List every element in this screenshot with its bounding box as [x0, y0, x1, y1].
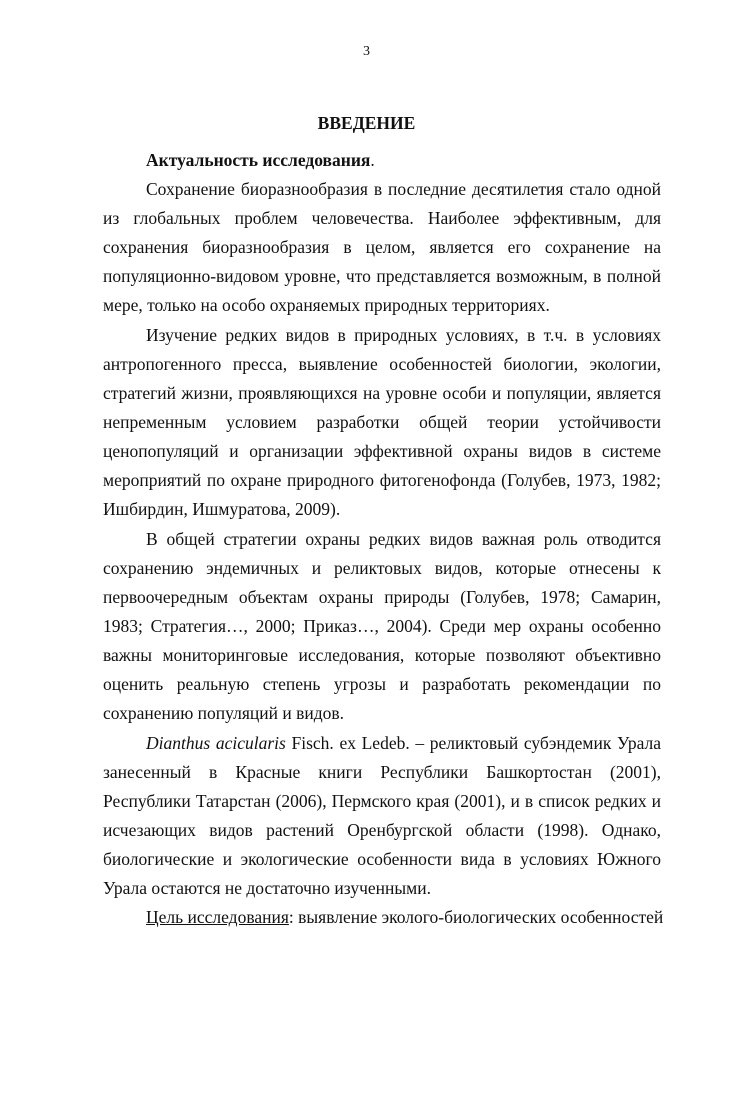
paragraph-line: занесенный в Красные книги Республики Башкортостан (2001),	[103, 762, 661, 782]
paragraph-line: сохранения биоразнообразия в целом, является его сохранение на	[103, 237, 661, 257]
paragraph-line: биологические и экологические особенности вида в условиях Южного	[103, 849, 661, 869]
goal-line	[146, 907, 664, 927]
paragraph-line: непременным условием разработки общей теории устойчивости	[103, 412, 661, 432]
paragraph-line	[146, 733, 661, 753]
goal-text: : выявление эколого-биологических особенностей	[288, 907, 664, 927]
paragraph-line: популяционно-видовом уровне, что представляется возможным, в полной	[103, 266, 661, 286]
paragraph-line: оценить реальную степень угрозы и разработать рекомендации по	[103, 674, 661, 694]
paragraph-line: Изучение редких видов в природных условиях, в т.ч. в условиях	[146, 325, 661, 345]
paragraph-line: В общей стратегии охраны редких видов важная роль отводится	[146, 529, 661, 549]
paragraph-line: мере, только на особо охраняемых природных территориях.	[103, 295, 550, 315]
paragraph-line: сохранению эндемичных и реликтовых видов, которые отнесены к	[103, 558, 661, 578]
paragraph-line: Урала остаются не достаточно изученными.	[103, 878, 431, 898]
paragraph-line: из глобальных проблем человечества. Наиболее эффективным, для	[103, 208, 661, 228]
goal-label: Цель исследования	[146, 907, 289, 927]
paragraph-line: Сохранение биоразнообразия в последние десятилетия стало одной	[146, 179, 661, 199]
page-number: 3	[363, 44, 370, 59]
chapter-title: ВВЕДЕНИЕ	[317, 113, 416, 133]
section-heading-text: Актуальность исследования	[146, 150, 371, 170]
paragraph-line: ценопопуляций и организации эффективной охраны видов в системе	[103, 441, 661, 461]
paragraph-line: стратегий жизни, проявляющихся на уровне особи и популяции, является	[103, 383, 661, 403]
paragraph-line: 1983; Стратегия…, 2000; Приказ…, 2004). Среди мер охраны особенно	[103, 616, 661, 636]
section-heading	[146, 150, 661, 170]
paragraph-line: антропогенного пресса, выявление особенностей биологии, экологии,	[103, 354, 661, 374]
paragraph-line: Ишбирдин, Ишмуратова, 2009).	[103, 499, 341, 519]
paragraph-line: важны мониторинговые исследования, которые позволяют объективно	[103, 645, 661, 665]
species-name: Dianthus acicularis	[146, 733, 286, 753]
paragraph-line-rest: Fisch. ex Ledeb. – реликтовый субэндемик Урала	[285, 733, 661, 753]
paragraph-line: исчезающих видов растений Оренбургской области (1998). Однако,	[103, 820, 661, 840]
section-heading-dot: .	[370, 150, 375, 170]
paragraph-line: Республики Татарстан (2006), Пермского края (2001), и в список редких и	[103, 791, 661, 811]
paragraph-line: сохранению популяций и видов.	[103, 703, 345, 723]
paragraph-line: мероприятий по охране природного фитогенофонда (Голубев, 1973, 1982;	[103, 470, 661, 490]
paragraph-line: первоочередным объектам охраны природы (Голубев, 1978; Самарин,	[103, 587, 661, 607]
